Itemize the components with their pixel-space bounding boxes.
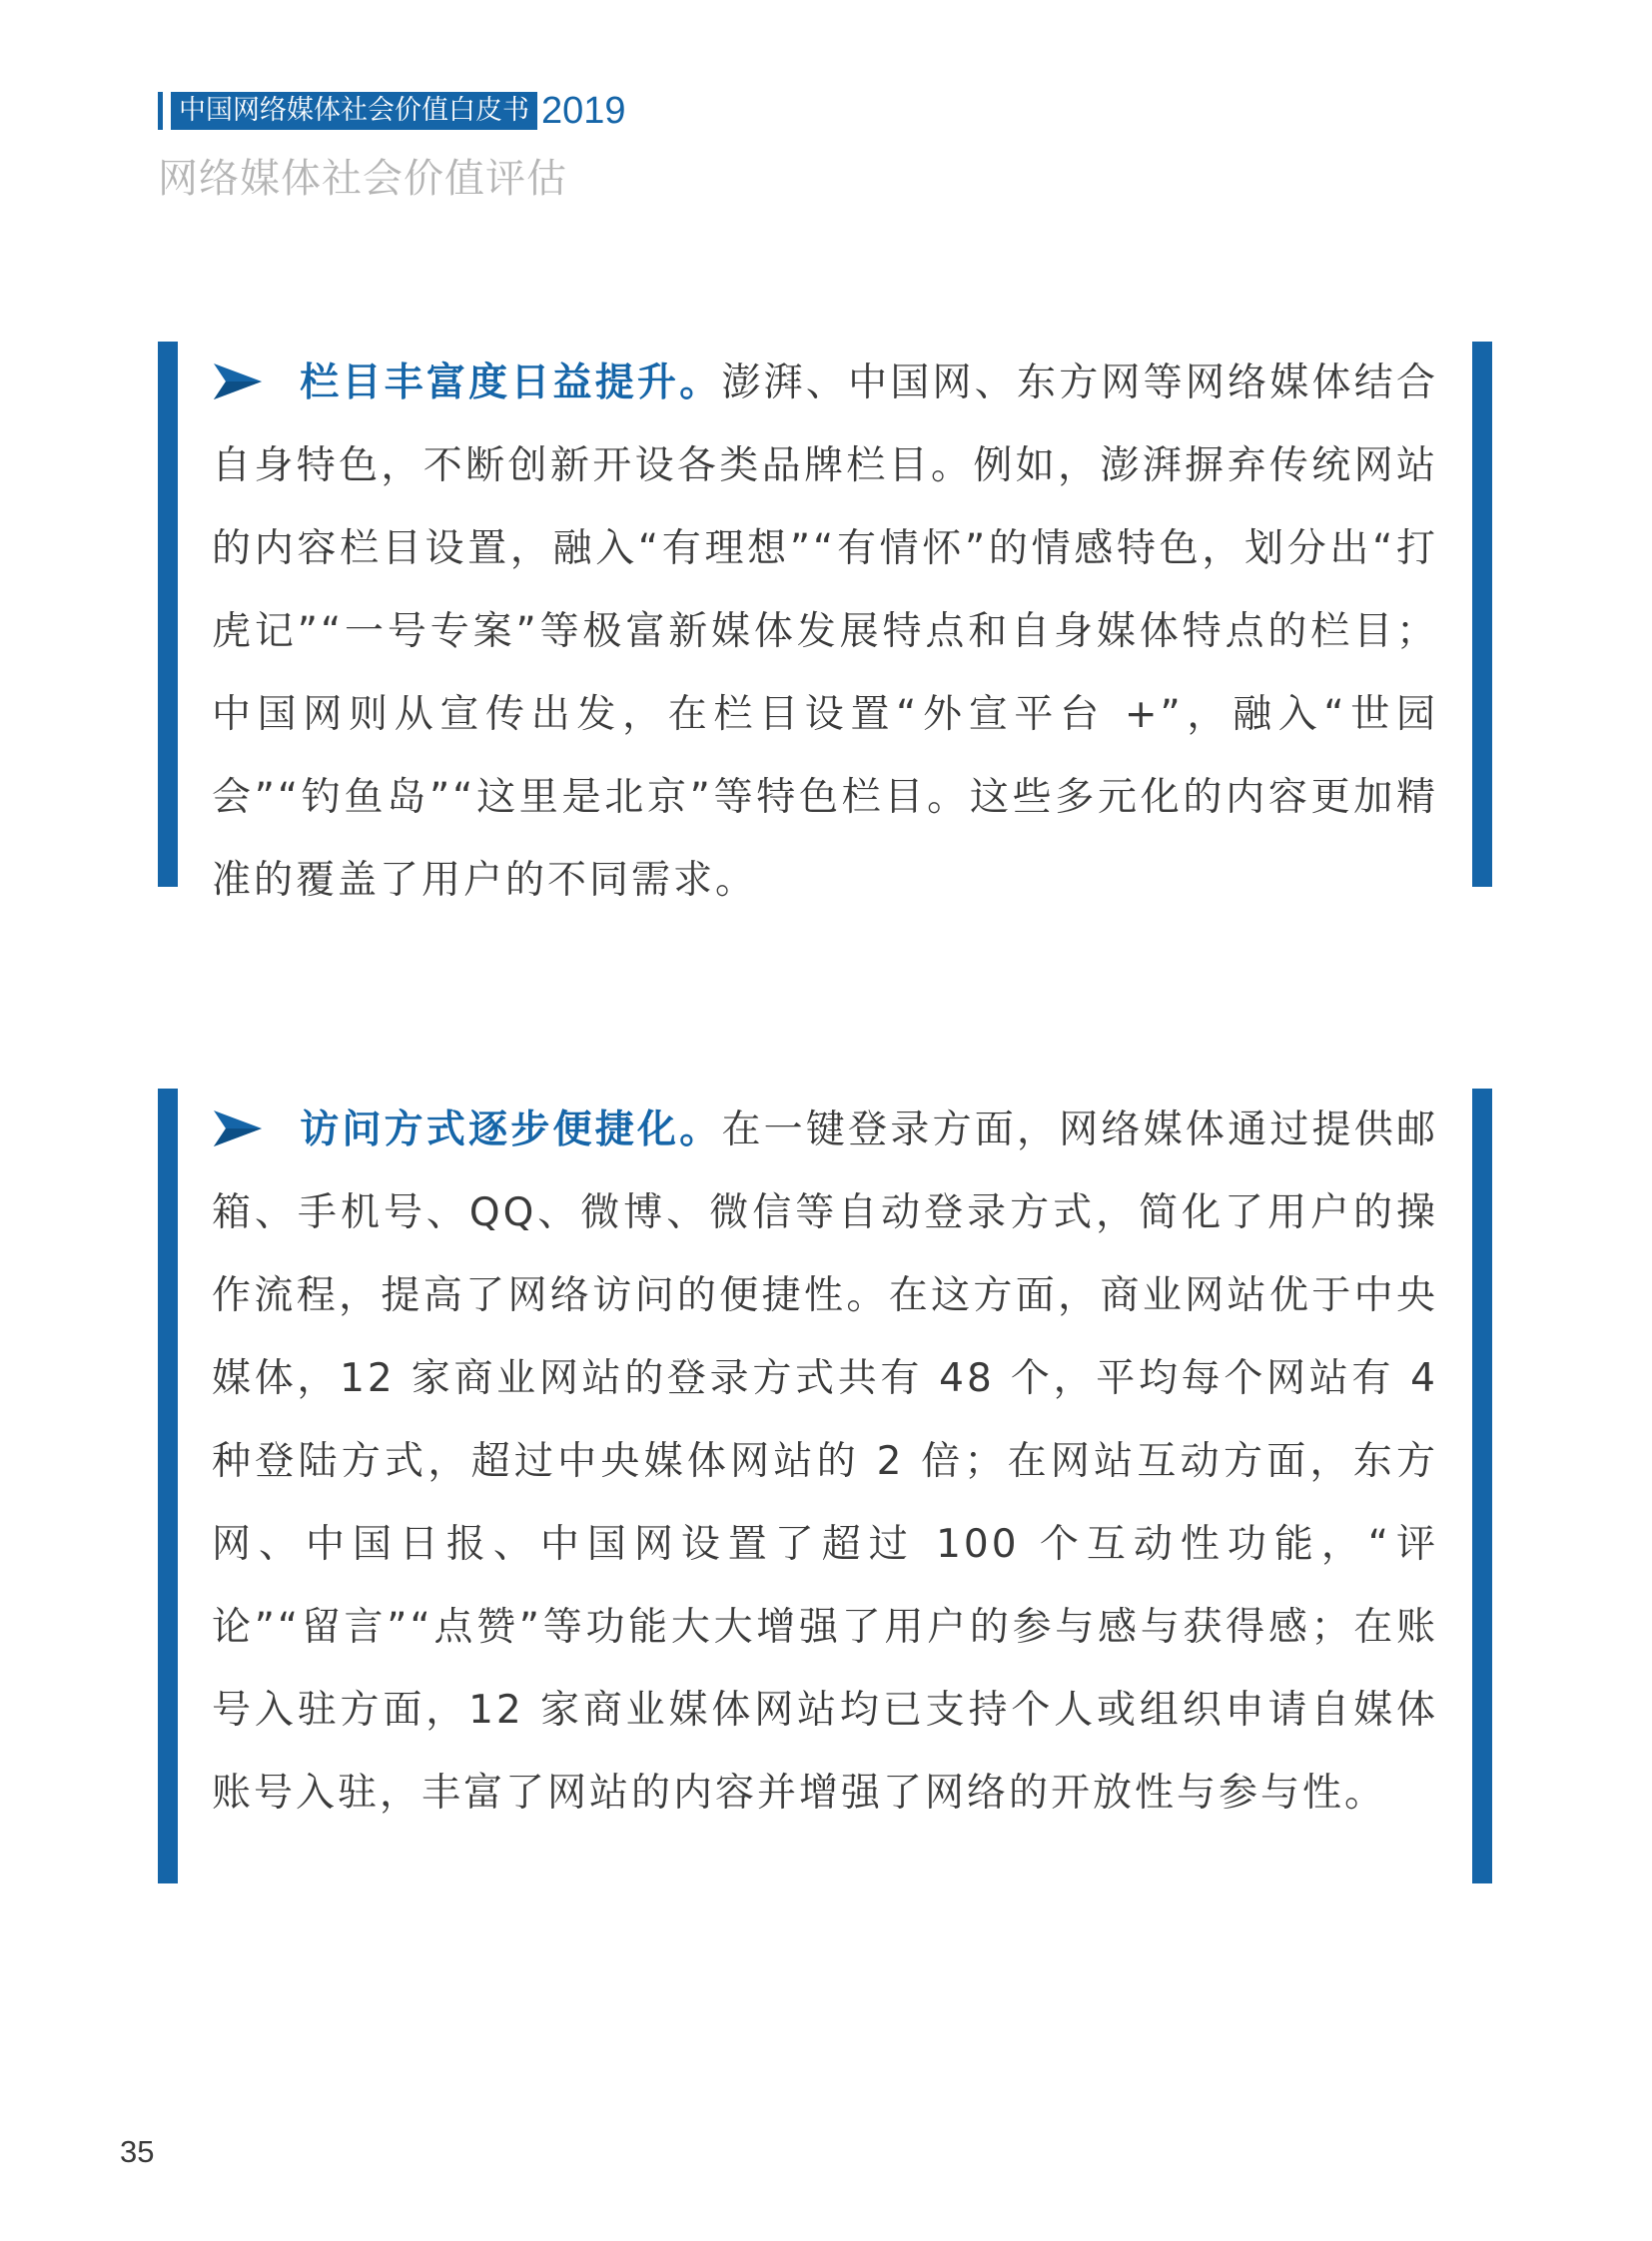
lead-heading: 访问方式逐步便捷化。 bbox=[300, 1108, 722, 1152]
paragraph-body: 澎湃、中国网、东方网等网络媒体结合自身特色，不断创新开设各类品牌栏目。例如，澎湃摒弃传统网站的内容栏目设置，融入“有理想”“有情怀”的情感特色，划分出“打虎记”“一号专案”等极富新媒体发展特点和自身媒体特点的栏目；中国网则从宣传出发，在栏目设置“外宣平台 +”，融入“世园会”“钓鱼岛”“这里是北京”等特色栏目。这些多元化的内容更加精准的覆盖了用户的不同需求。 bbox=[212, 361, 1438, 903]
box-paragraph bbox=[212, 1089, 1438, 1835]
box-left-rule bbox=[158, 342, 178, 887]
box-right-rule bbox=[1472, 342, 1492, 887]
header-series-title: 中国网络媒体社会价值白皮书 bbox=[171, 92, 537, 130]
box-right-rule bbox=[1472, 1089, 1492, 1883]
section-heading: 网络媒体社会价值评估 bbox=[158, 156, 567, 202]
lead-heading: 栏目丰富度日益提升。 bbox=[300, 361, 722, 405]
arrow-icon bbox=[212, 1095, 264, 1134]
box-left-rule bbox=[158, 1089, 178, 1883]
content-box-column-richness bbox=[158, 342, 1492, 903]
running-header bbox=[158, 92, 626, 130]
box-paragraph bbox=[212, 342, 1438, 922]
header-rule bbox=[158, 92, 163, 130]
paragraph-body: 在一键登录方面，网络媒体通过提供邮箱、手机号、QQ、微博、微信等自动登录方式，简化了用户的操作流程，提高了网络访问的便捷性。在这方面，商业网站优于中央媒体，12 家商业网站的登录方式共有 48 个，平均每个网站有 4 种登陆方式，超过中央媒体网站的 2 倍；在网站互动方面，东方网、中国日报、中国网设置了超过 100 个互动性功能，“评论”“留言”“点赞”等功能大大增强了用户的参与感与获得感；在账号入驻方面，12 家商业媒体网站均已支持个人或组织申请自媒体账号入驻，丰富了网站的内容并增强了网络的开放性与参与性。 bbox=[212, 1108, 1438, 1816]
arrow-icon bbox=[212, 348, 264, 387]
content-box-access-convenience bbox=[158, 1089, 1492, 1883]
page-number: 35 bbox=[120, 2134, 155, 2169]
header-year: 2019 bbox=[541, 90, 626, 132]
